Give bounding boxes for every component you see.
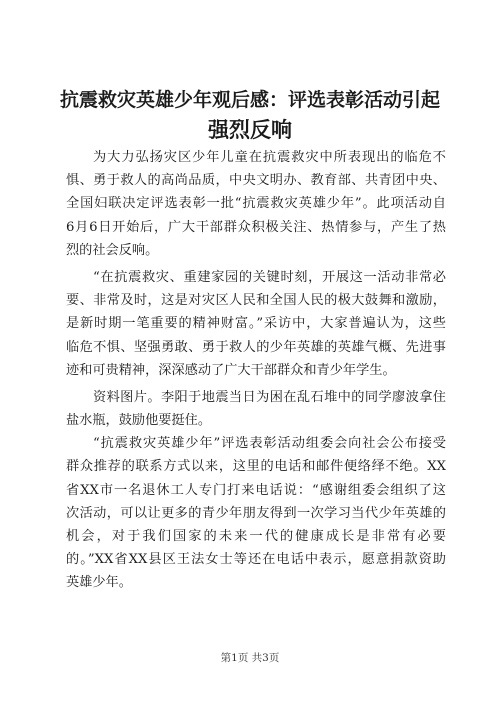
text-line: 6月6日开始后，广大干部群众积极关注、热情参与，产生了热 <box>66 219 446 235</box>
text-line: 资料图片。李阳于地震当日为困在乱石堆中的同学廖波拿住 <box>93 389 446 405</box>
paragraph <box>66 146 446 262</box>
text-line: 全国妇联决定评选表彰一批“抗震救灾英雄少年”。此项活动自 <box>66 196 446 212</box>
text-line: 烈的社会反响。 <box>66 242 159 258</box>
text-line: 机会，对于我们国家的未来一代的健康成长是非常有必要 <box>66 529 446 544</box>
page-footer: 第1页 共3页 <box>220 652 280 664</box>
text-line: 的。”XX省XX县区王法女士等还在电话中表示，愿意捐款资助 <box>66 552 446 568</box>
paragraph <box>66 432 446 594</box>
text-line: 是新时期一笔重要的精神财富。”采访中，大家普遍认为，这些 <box>66 316 446 332</box>
text-line: “抗震救灾英雄少年”评选表彰活动组委会向社会公布接受 <box>93 436 446 452</box>
text-line: 迹和可贵精神，深深感动了广大干部群众和青少年学生。 <box>66 362 396 378</box>
text-line: “在抗震救灾、重建家园的关键时刻，开展这一活动非常必 <box>93 269 446 285</box>
text-line: 盐水瓶，鼓励他要挺住。 <box>66 413 212 429</box>
text-line: 群众推荐的联系方式以来，这里的电话和邮件便络绎不绝。XX <box>66 459 446 475</box>
text-line: 为大力弘扬灾区少年儿童在抗震救灾中所表现出的临危不 <box>93 150 446 165</box>
title-line: 强烈反响 <box>208 117 292 142</box>
title-line: 抗震救灾英雄少年观后感：评选表彰活动引起 <box>60 89 441 111</box>
text-line: 英雄少年。 <box>66 575 132 591</box>
text-line: 次活动，可以让更多的青少年朋友得到一次学习当代少年英雄的 <box>66 505 446 521</box>
text-line: 要、非常及时，这是对灾区人民和全国人民的极大鼓舞和激励， <box>66 293 446 309</box>
text-line: 惧、勇于救人的高尚品质，中央文明办、教育部、共青团中央、 <box>66 173 446 189</box>
document-title <box>60 86 440 144</box>
paragraph <box>66 386 446 432</box>
text-line: 临危不惧、坚强勇敢、勇于救人的少年英雄的英雄气概、先进事 <box>66 339 446 355</box>
text-line: 省XX市一名退休工人专门打来电话说：“感谢组委会组织了这 <box>66 482 446 498</box>
document-body <box>66 146 446 595</box>
paragraph <box>66 266 446 382</box>
